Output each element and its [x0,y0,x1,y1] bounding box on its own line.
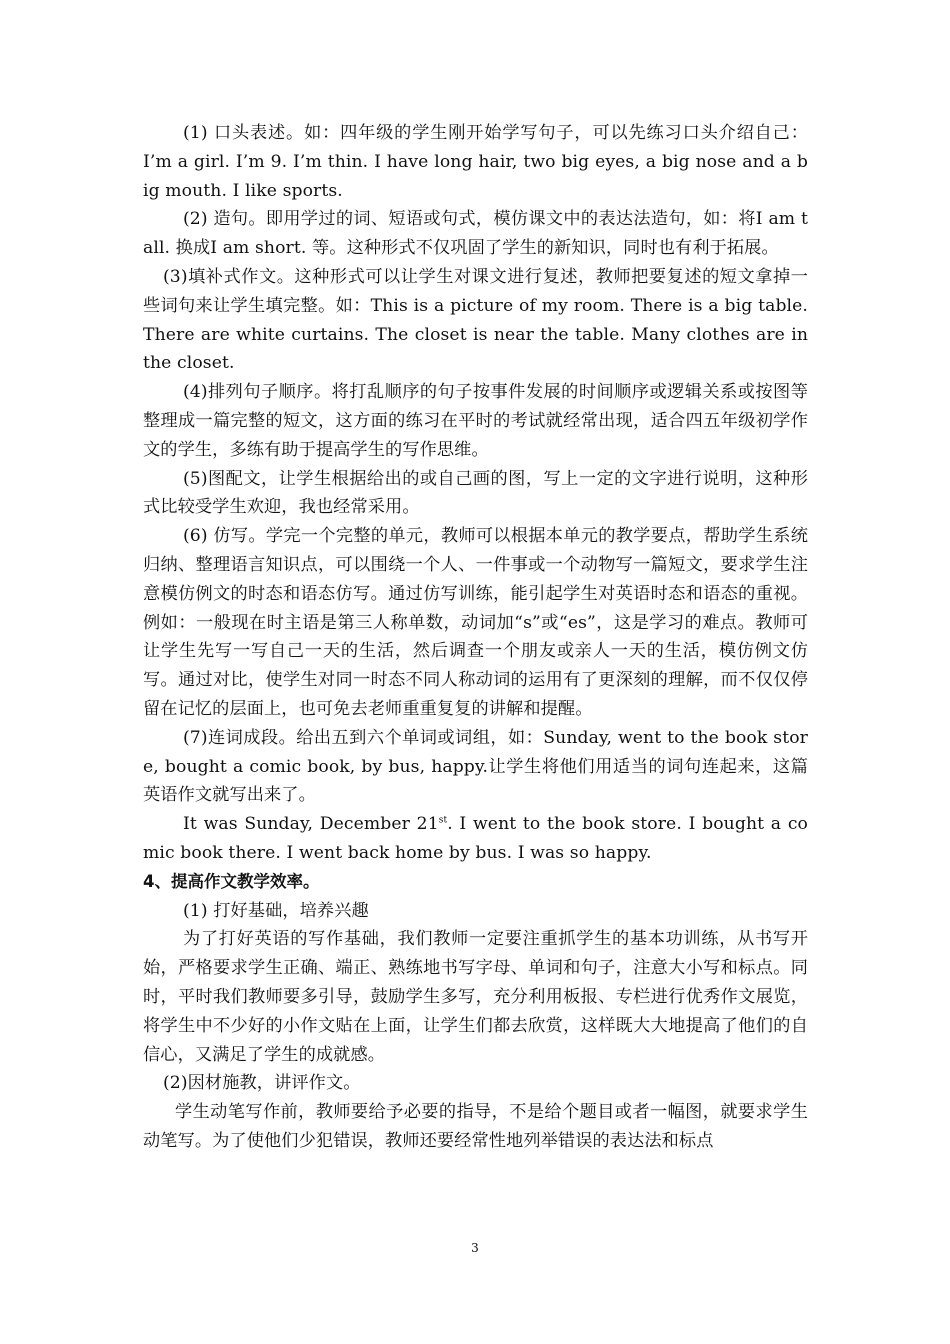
paragraph-word-linking: (7)连词成段。给出五到六个单词或词组，如：Sunday, went to the book store, bought a comic book, by bus, happy.让学生将他们用适当的词句连起来，这篇英语作文就写出来了。 [143,727,808,806]
paragraph-feedback-body: 学生动笔写作前，教师要给予必要的指导，不是给个题目或者一幅图，就要求学生动笔写。为了使他们少犯错误，教师还要经常性地列举错误的表达法和标点 [143,1102,808,1151]
example-composition [143,810,808,868]
subsection-title-foundation: (1) 打好基础，培养兴趣 [183,900,369,921]
paragraph-foundation-body: 为了打好英语的写作基础，我们教师一定要注重抓学生的基本功训练，从书写开始，严格要求学生正确、端正、熟练地书写字母、单词和句子，注意大小写和标点。同时，平时我们教师要多引导，鼓励学生多写，充分利用板报、专栏进行优秀作文展览，将学生中不少好的小作文贴在上面，让学生们都去欣赏，这样既大大地提高了他们的自信心，又满足了学生的成就感。 [143,929,808,1065]
page-number: 3 [471,1241,479,1255]
paragraph-oral-expression: (1) 口头表述。如：四年级的学生刚开始学写句子，可以先练习口头介绍自己：I’m a girl. I’m 9. I’m thin. I have long hair, two big eyes, a big nose and a big mouth. I like sports. [143,123,808,201]
section-heading: 4、提高作文教学效率。 [143,871,320,891]
subsection-title-feedback: (2)因材施教，讲评作文。 [163,1073,361,1094]
ordinal-superscript: st [438,815,448,826]
paragraph-imitation-writing: (6) 仿写。学完一个完整的单元，教师可以根据本单元的教学要点，帮助学生系统归纳、整理语言知识点，可以围绕一个人、一件事或一个动物写一篇短文，要求学生注意模仿例文的时态和语态仿写。通过仿写训练，能引起学生对英语时态和语态的重视。例如：一般现在时主语是第三人称单数，动词加“s”或“es”，这是学习的难点。教师可让学生先写一写自己一天的生活，然后调查一个朋友或亲人一天的生活，模仿例文仿写。通过对比，使学生对同一时态不同人称动词的运用有了更深刻的理解，而不仅仅停留在记忆的层面上，也可免去老师重重复复的讲解和提醒。 [143,526,808,719]
paragraph-picture-writing: (5)图配文，让学生根据给出的或自己画的图，写上一定的文字进行说明，这种形式比较受学生欢迎，我也经常采用。 [143,468,808,518]
paragraph-sentence-ordering: (4)排列句子顺序。将打乱顺序的句子按事件发展的时间顺序或逻辑关系或按图等整理成一篇完整的短文，这方面的练习在平时的考试就经常出现，适合四五年级初学作文的学生，多练有助于提高学生的写作思维。 [143,382,808,460]
paragraph-fill-in-composition: (3)填补式作文。这种形式可以让学生对课文进行复述，教师把要复述的短文拿掉一些词句来让学生填完整。如：This is a picture of my room. There is a big table. There are white curtains. The closet is near the table. Many clothes are in the closet. [143,266,808,374]
example-text-end: . I went to the book store. I bought a comic book there. I went back home by bus. I was so happy. [143,814,808,863]
paragraph-sentence-making: (2) 造句。即用学过的词、短语或句式，模仿课文中的表达法造句，如：将I am tall. 换成I am short. 等。这种形式不仅巩固了学生的新知识，同时也有利于拓展。 [143,209,808,259]
page-content [143,119,808,1156]
example-text-start: It was Sunday, December 21 [183,814,439,835]
